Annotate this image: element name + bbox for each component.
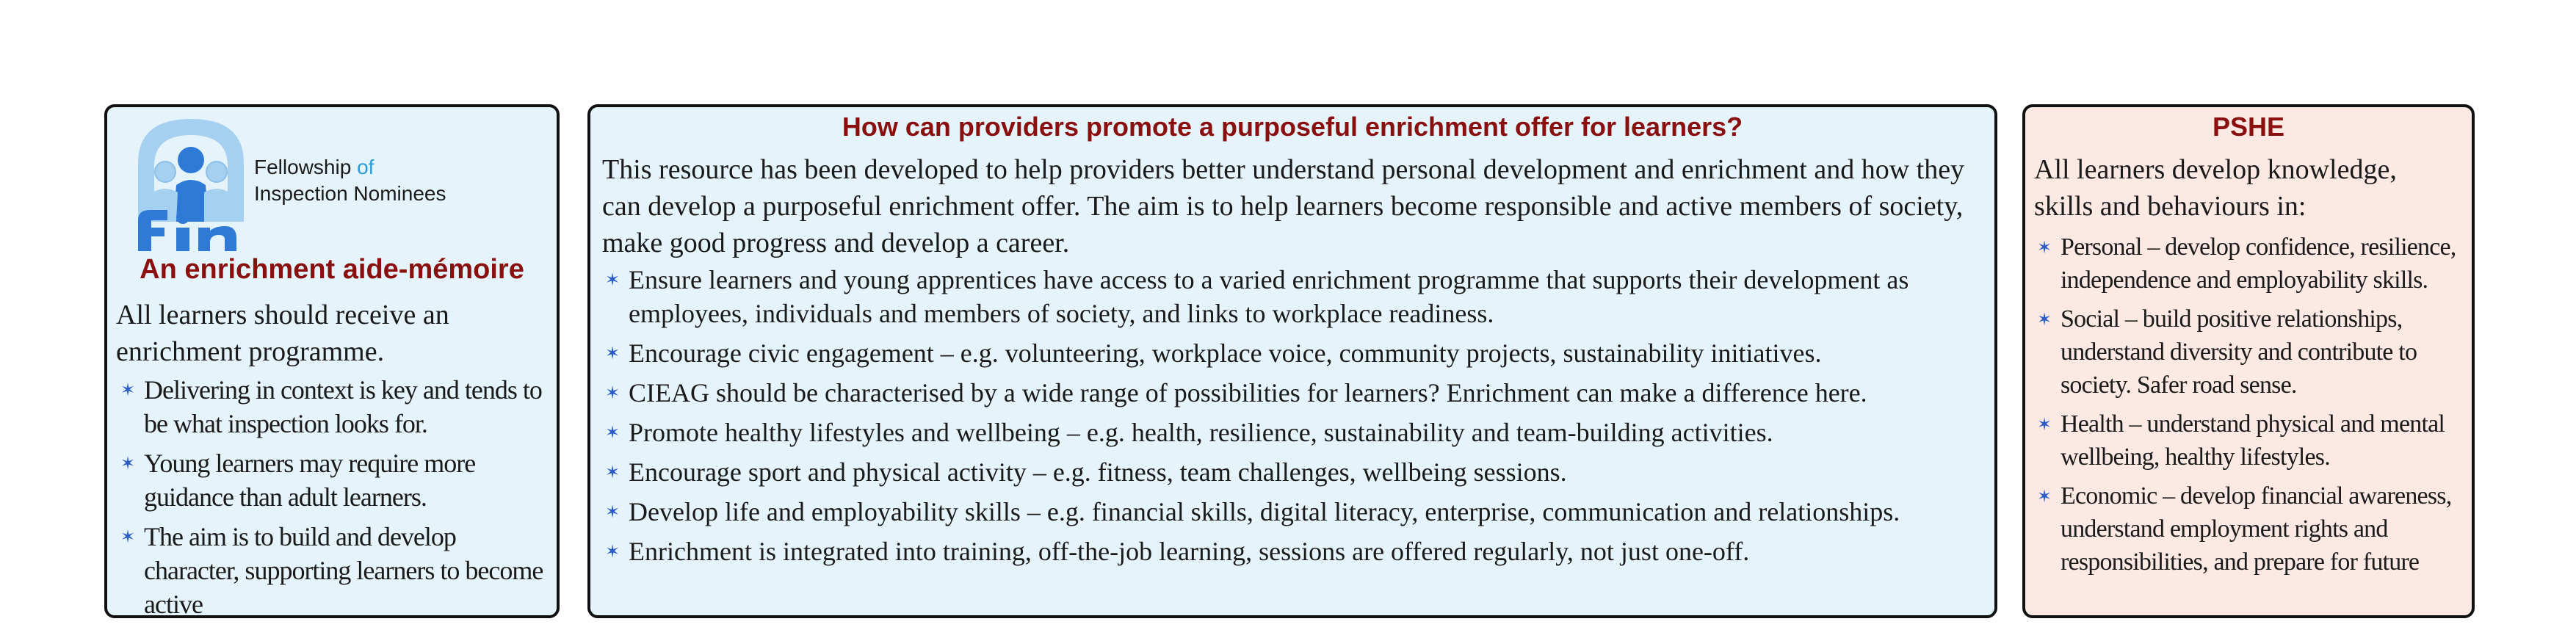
list-item-text: Delivering in context is key and tends to be what inspection looks for. (144, 375, 542, 438)
list-item (601, 455, 1980, 489)
list-item (601, 376, 1980, 410)
list-item-text: Ensure learners and young apprentices have access to a varied enrichment programme that supports their development as employees, individuals and members of society, and links to workplace readiness. (629, 265, 1909, 328)
star-bullet-icon: ✶ (605, 269, 621, 290)
list-item (116, 520, 546, 621)
list-item (601, 416, 1980, 449)
list-item-text: Develop life and employability skills – e.g. financial skills, digital literacy, enterprise, communication and relationships. (629, 497, 1900, 526)
star-bullet-icon: ✶ (120, 380, 135, 400)
list-item (116, 446, 546, 514)
fin-logo-text (254, 154, 446, 207)
star-bullet-icon: ✶ (2037, 486, 2052, 507)
aide-memoire-list (116, 373, 546, 627)
enrichment-offer-list (601, 263, 1980, 574)
pshe-title: PSHE (2212, 112, 2285, 142)
list-item-text: Economic – develop financial awareness, understand employment rights and responsibilities, and prepare for future (2061, 482, 2452, 576)
star-bullet-icon: ✶ (605, 501, 621, 522)
enrichment-offer-title: How can providers promote a purposeful enrichment offer for learners? (842, 112, 1743, 142)
list-item (2033, 407, 2460, 474)
pshe-list (2033, 231, 2460, 584)
star-bullet-icon: ✶ (605, 343, 621, 363)
pshe-panel (2022, 104, 2475, 618)
star-bullet-icon: ✶ (2037, 237, 2052, 258)
star-bullet-icon: ✶ (605, 383, 621, 403)
list-item-text: Enrichment is integrated into training, off-the-job learning, sessions are offered regularly, not just one-off. (629, 537, 1750, 566)
list-item-text: The aim is to build and develop character, supporting learners to become active (144, 522, 543, 619)
list-item (601, 263, 1980, 330)
star-bullet-icon: ✶ (605, 541, 621, 562)
logo-line2: Inspection Nominees (254, 182, 446, 205)
list-item (2033, 302, 2460, 402)
logo-line1: Fellowship (254, 156, 358, 178)
star-bullet-icon: ✶ (120, 453, 135, 474)
list-item-text: Encourage civic engagement – e.g. volunteering, workplace voice, community projects, sustainability initiatives. (629, 338, 1822, 368)
star-bullet-icon: ✶ (605, 422, 621, 443)
logo-of: of (357, 156, 375, 178)
list-item-text: Personal – develop confidence, resilience, independence and employability skills. (2061, 233, 2456, 294)
star-bullet-icon: ✶ (2037, 309, 2052, 330)
list-item-text: CIEAG should be characterised by a wide range of possibilities for learners? Enrichment can make a difference here. (629, 378, 1867, 407)
list-item-text: Social – build positive relationships, understand diversity and contribute to society. Safer road sense. (2061, 305, 2417, 399)
star-bullet-icon: ✶ (2037, 414, 2052, 435)
aide-memoire-intro: All learners should receive an enrichment programme. (116, 300, 449, 367)
list-item-text: Young learners may require more guidance than adult learners. (144, 449, 476, 512)
list-item-text: Encourage sport and physical activity – e.g. fitness, team challenges, wellbeing sessions. (629, 457, 1567, 487)
list-item (116, 373, 546, 441)
list-item (601, 336, 1980, 370)
enrichment-offer-intro: This resource has been developed to help providers better understand personal development and enrichment and how they can develop a purposeful enrichment offer. The aim is to help learners become responsible and active members of society, make good progress and develop a career. (602, 154, 1965, 258)
star-bullet-icon: ✶ (605, 462, 621, 482)
aide-memoire-title: An enrichment aide-mémoire (140, 254, 524, 285)
list-item (2033, 479, 2460, 579)
list-item (601, 534, 1980, 568)
list-item (2033, 231, 2460, 297)
pshe-intro: All learners develop knowledge, skills and behaviours in: (2034, 154, 2397, 222)
list-item (601, 495, 1980, 529)
star-bullet-icon: ✶ (120, 526, 135, 547)
aide-memoire-panel (104, 104, 560, 618)
enrichment-offer-panel (587, 104, 1997, 618)
list-item-text: Promote healthy lifestyles and wellbeing – e.g. health, resilience, sustainability and team-building activities. (629, 418, 1773, 447)
list-item-text: Health – understand physical and mental wellbeing, healthy lifestyles. (2061, 410, 2445, 471)
